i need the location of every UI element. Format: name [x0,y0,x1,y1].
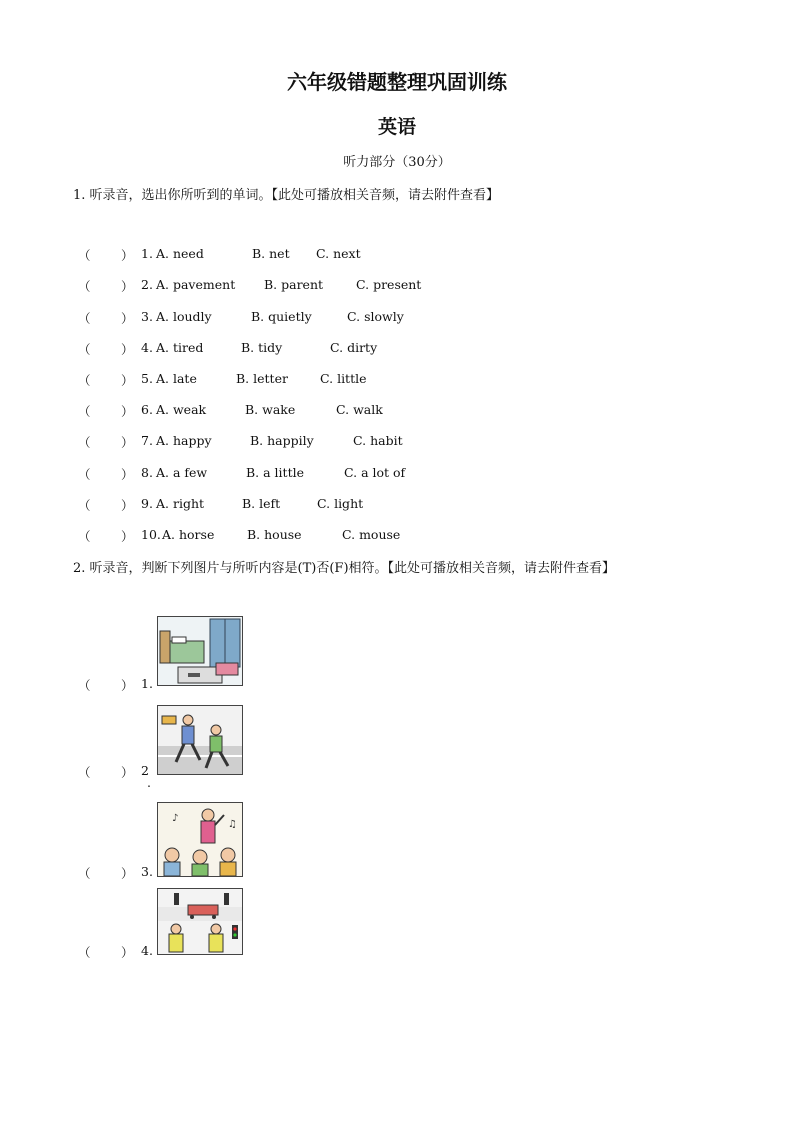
option-b: B. tidy [241,340,283,355]
option-a: A. loudly [156,309,212,324]
item-number: 4. [141,340,153,355]
picture-boys-crossing-road [157,705,243,775]
answer-blank-open: （ [78,279,91,294]
option-c: C. little [320,371,367,386]
question-1-heading: 1. 听录音，选出你所听到的单词。【此处可播放相关音频，请去附件查看】 [73,188,500,203]
answer-blank-close: ） [121,498,134,513]
answer-blank-open: （ [78,945,91,960]
item-number: 3. [141,864,153,879]
answer-blank-open: （ [78,765,91,780]
picture-loud-singer [157,802,243,877]
item-number: 1. [141,246,153,261]
option-a: A. pavement [156,277,236,292]
option-b: B. left [242,496,281,511]
option-c: C. mouse [342,527,401,542]
option-c: C. walk [336,402,383,417]
option-a: A. a few [156,465,208,480]
option-c: C. dirty [330,340,378,355]
answer-blank-close: ） [121,678,134,693]
option-b: B. letter [236,371,288,386]
item-number: 5. [141,371,153,386]
option-a: A. need [156,246,204,261]
item-number: 6. [141,402,153,417]
option-c: C. present [356,277,422,292]
svg-text:♪: ♪ [172,813,179,824]
answer-blank-open: （ [78,311,91,326]
item-number: 3. [141,309,153,324]
answer-blank-open: （ [78,678,91,693]
answer-blank-open: （ [78,404,91,419]
option-c: C. light [317,496,364,511]
option-c: C. a lot of [344,465,406,480]
answer-blank-open: （ [78,529,91,544]
answer-blank-close: ） [121,529,134,544]
answer-blank-open: （ [78,467,91,482]
answer-blank-close: ） [121,373,134,388]
option-b: B. quietly [251,309,312,324]
option-a: A. happy [156,433,212,448]
item-number: 1. [141,676,153,691]
item-number: 8. [141,465,153,480]
section-heading: 听力部分（30分） [343,155,451,170]
item-number: 7. [141,433,153,448]
option-a: A. late [156,371,197,386]
answer-blank-close: ） [121,248,134,263]
question-2-heading: 2. 听录音，判断下列图片与所听内容是(T)否(F)相符。【此处可播放相关音频，请去附件查看】 [73,561,616,576]
answer-blank-close: ） [121,945,134,960]
answer-blank-open: （ [78,342,91,357]
answer-blank-open: （ [78,498,91,513]
picture-messy-bedroom [157,616,243,686]
option-b: B. net [252,246,290,261]
option-c: C. habit [353,433,403,448]
answer-blank-open: （ [78,373,91,388]
answer-blank-close: ） [121,866,134,881]
page-title: 六年级错题整理巩固训练 [287,70,507,94]
option-c: C. slowly [347,309,404,324]
option-b: B. a little [246,465,304,480]
option-a: A. horse [162,527,215,542]
stray-mark: . [147,775,151,790]
item-number: 10. [141,527,161,542]
item-number: 2 [141,763,149,778]
option-c: C. next [316,246,361,261]
svg-text:♫: ♫ [228,819,237,830]
option-b: B. parent [264,277,324,292]
answer-blank-close: ） [121,311,134,326]
item-number: 9. [141,496,153,511]
option-b: B. happily [250,433,314,448]
option-a: A. weak [156,402,207,417]
answer-blank-open: （ [78,435,91,450]
answer-blank-close: ） [121,404,134,419]
picture-traffic-police [157,888,243,955]
item-number: 4. [141,943,153,958]
answer-blank-close: ） [121,435,134,450]
option-b: B. wake [245,402,296,417]
option-b: B. house [247,527,302,542]
subject-title: 英语 [377,116,416,138]
answer-blank-open: （ [78,248,91,263]
answer-blank-close: ） [121,467,134,482]
answer-blank-close: ） [121,765,134,780]
option-a: A. tired [156,340,204,355]
answer-blank-open: （ [78,866,91,881]
answer-blank-close: ） [121,279,134,294]
answer-blank-close: ） [121,342,134,357]
item-number: 2. [141,277,153,292]
option-a: A. right [156,496,205,511]
